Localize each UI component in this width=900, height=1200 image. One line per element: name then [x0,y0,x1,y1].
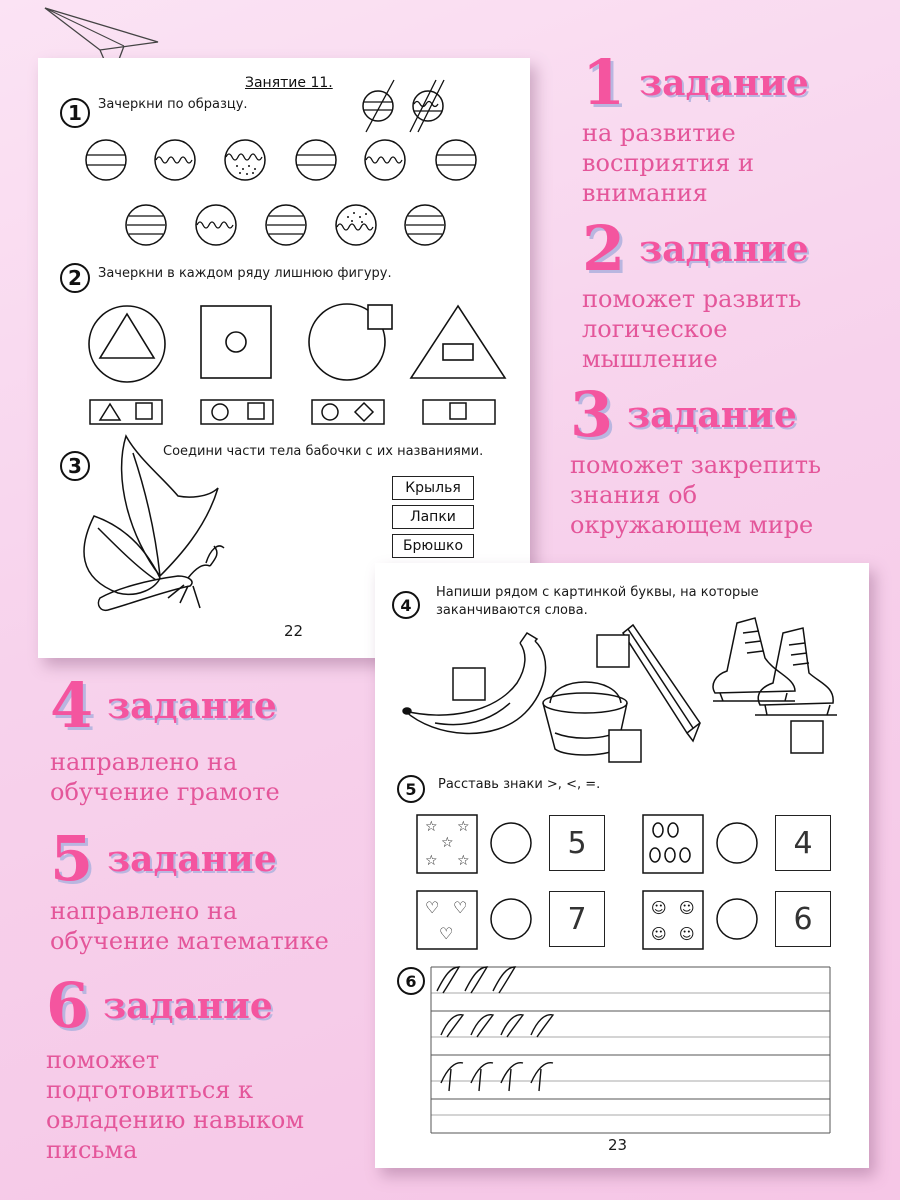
smiley-icon: ☺ [651,899,667,917]
compare-circle [491,899,531,939]
page-number: 23 [608,1136,628,1154]
number-card: 7 [549,891,605,947]
label-legs: Лапки [392,505,474,529]
number-card: 5 [549,815,605,871]
workbook-page-23 [375,563,869,1168]
task-4-badge: 4 [392,591,420,619]
circle-with-square [309,304,392,380]
caption-line: обучение грамоте [50,778,280,806]
caption-title: задание [639,228,809,270]
star-icon: ☆ [457,819,470,835]
caption-task-1 [582,46,809,208]
ball-wavy [365,140,405,180]
caption-line: внимания [582,179,708,207]
caption-line: поможет закрепить [570,451,822,479]
caption-number: 4 [50,669,94,742]
star-icon: ☆ [425,819,438,835]
caption-title: задание [103,985,273,1027]
page-number: 22 [284,622,304,640]
label-abdomen: Брюшко [392,534,474,558]
ball-striped [86,140,126,180]
caption-line: направлено на [50,897,238,925]
caption-number: 5 [50,822,94,895]
caption-task-2 [582,212,809,374]
caption-task-6 [46,969,305,1165]
task-3-text: Соедини части тела бабочки с их названиями. [163,444,484,459]
caption-line: направлено на [50,748,238,776]
compare-circle [717,823,757,863]
task-5-text: Расставь знаки >, <, =. [438,777,601,792]
strip-circle-diamond [312,400,384,424]
caption-number: 2 [582,212,626,285]
answer-box-banana [453,668,485,700]
answer-box-bucket [609,730,641,762]
ball-striped [296,140,336,180]
task-6-badge: 6 [397,967,425,995]
task-2-badge: 2 [60,263,90,293]
star-icon: ☆ [441,835,454,851]
caption-line: мышление [582,345,718,373]
ball-triple-striped [266,205,306,245]
circle-with-triangle [89,306,165,382]
square-with-circle [201,306,271,378]
faces-card [643,891,703,949]
caption-line: поможет [46,1046,160,1074]
caption-line: поможет развить [582,285,802,313]
task-3-badge: 3 [60,451,90,481]
task-2-text: Зачеркни в каждом ряду лишнюю фигуру. [98,266,392,281]
number-card: 4 [775,815,831,871]
ball-wavy-dotted [225,140,265,180]
caption-line: подготовиться к [46,1076,254,1104]
butterfly-drawing [84,436,224,610]
caption-task-5 [50,822,329,956]
caption-line: восприятия и [582,149,754,177]
label-wings: Крылья [392,476,474,500]
strip-circle-square [201,400,273,424]
heart-icon: ♡ [439,924,454,943]
skates-drawing [713,618,837,715]
task-4-text-line2: заканчиваются слова. [436,603,588,618]
task-1-text: Зачеркни по образцу. [98,97,248,112]
number-card: 6 [775,891,831,947]
ball-wavy [196,205,236,245]
compare-circle [491,823,531,863]
caption-title: задание [627,394,797,436]
smiley-icon: ☺ [651,925,667,943]
caption-title: задание [107,685,277,727]
caption-line: письма [46,1136,138,1164]
caption-number: 3 [570,378,614,451]
stars-card [417,815,477,873]
caption-line: окружающем мире [570,511,814,539]
caption-line: логическое [582,315,728,343]
handwriting-sample [437,967,553,1091]
caption-number: 6 [46,969,90,1042]
eggs-card [643,815,703,873]
caption-title: задание [107,838,277,880]
smiley-icon: ☺ [679,899,695,917]
pencil-drawing [623,625,700,741]
caption-title: задание [639,62,809,104]
triangle-with-rectangle [411,306,505,378]
caption-task-4 [50,669,280,807]
task-4-text-line1: Напиши рядом с картинкой буквы, на которые [436,585,759,600]
sample-wavy-ball-crossed [410,80,444,132]
heart-icon: ♡ [453,898,468,917]
caption-line: на развитие [582,119,736,147]
star-icon: ☆ [457,853,470,869]
heart-icon: ♡ [425,898,440,917]
caption-number: 1 [582,46,626,119]
answer-box-pencil [597,635,629,667]
strip-square [423,400,495,424]
compare-circle [717,899,757,939]
ball-triple-striped [126,205,166,245]
sample-striped-ball-crossed [363,80,394,132]
caption-line: овладению навыком [46,1106,305,1134]
caption-task-3 [570,378,822,540]
caption-line: обучение математике [50,927,329,955]
hearts-card [417,891,477,949]
task-1-badge: 1 [60,98,90,128]
strip-triangle-square [90,400,162,424]
ball-triple-striped [405,205,445,245]
ball-wavy [155,140,195,180]
caption-line: знания об [570,481,698,509]
writing-lines [431,967,830,1133]
star-icon: ☆ [425,853,438,869]
smiley-icon: ☺ [679,925,695,943]
answer-box-skates [791,721,823,753]
task-5-badge: 5 [397,775,425,803]
ball-wavy-dotted [336,205,376,245]
ball-striped [436,140,476,180]
lesson-title: Занятие 11. [245,75,333,91]
